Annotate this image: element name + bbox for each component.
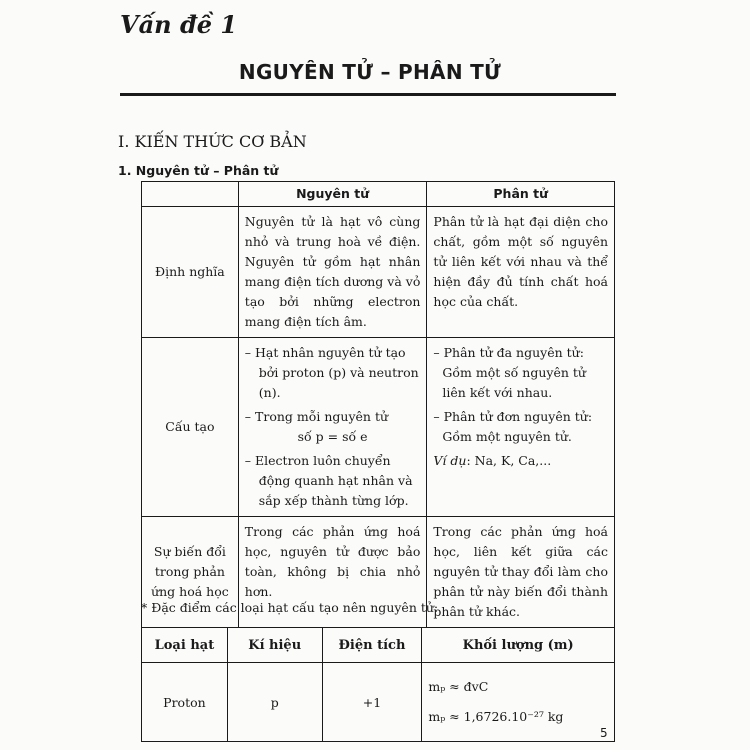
mass-line: mₚ ≈ đvC [428, 679, 489, 694]
table-row [142, 663, 615, 742]
header-mass: Khối lượng (m) [422, 628, 615, 663]
example-label: Ví dụ [433, 453, 467, 468]
header-particle: Loại hạt [142, 628, 228, 663]
header-atom: Nguyên tử [238, 182, 427, 207]
row-label-definition: Định nghĩa [142, 207, 239, 338]
header-molecule: Phân tử [427, 182, 615, 207]
molecule-example [433, 451, 608, 471]
molecule-reaction: Trong các phản ứng hoá học, liên kết giữa các nguyên tử thay đổi làm cho phân tử này biến đổi thành phân tử khác. [427, 517, 615, 628]
section-heading: I. KIẾN THỨC CƠ BẢN [118, 132, 307, 151]
header-charge: Điện tích [322, 628, 422, 663]
subsection-heading: 1. Nguyên tử – Phân tử [118, 163, 279, 178]
atom-structure [238, 338, 427, 517]
row-label-line: trong phản [154, 564, 225, 579]
table-header-row [142, 182, 615, 207]
molecule-structure-detail: Gồm một số nguyên tử liên kết với nhau. [442, 365, 586, 400]
row-label-line: ứng hoá học [151, 584, 229, 599]
particle-charge: +1 [322, 663, 422, 742]
header-symbol: Kí hiệu [227, 628, 322, 663]
atom-reaction: Trong các phản ứng hoá học, nguyên tử được bảo toàn, không bị chia nhỏ hơn. [238, 517, 427, 628]
particle-table [141, 627, 615, 742]
table-row [142, 207, 615, 338]
page-title: NGUYÊN TỬ – PHÂN TỬ [238, 60, 502, 84]
atom-structure-formula: số p = số e [297, 429, 368, 444]
particle-note: * Đặc điểm các loại hạt cấu tạo nên nguyên tử: [141, 600, 439, 615]
table-row [142, 338, 615, 517]
row-label-line: Sự biến đổi [153, 544, 226, 559]
particle-name: Proton [142, 663, 228, 742]
title-underline [120, 93, 616, 96]
atom-definition: Nguyên tử là hạt vô cùng nhỏ và trung hoà về điện. Nguyên tử gồm hạt nhân mang điện tích dương và vỏ tạo bởi những electron mang điện tích âm. [238, 207, 427, 338]
mass-line: mₚ ≈ 1,6726.10⁻²⁷ kg [428, 709, 564, 724]
atom-structure-item: – Trong mỗi nguyên tử [244, 409, 389, 424]
table-header-row [142, 628, 615, 663]
atom-molecule-table [141, 181, 615, 628]
molecule-structure [427, 338, 615, 517]
molecule-structure-item: – Phân tử đơn nguyên tử: [433, 409, 593, 424]
row-label-structure: Cấu tạo [142, 338, 239, 517]
particle-symbol: p [227, 663, 322, 742]
molecule-structure-item: – Phân tử đa nguyên tử: [433, 345, 584, 360]
atom-structure-item: – Hạt nhân nguyên tử tạo bởi proton (p) và neutron (n). [244, 345, 419, 400]
molecule-structure-detail: Gồm một nguyên tử. [442, 429, 572, 444]
header-empty [142, 182, 239, 207]
particle-mass [422, 663, 615, 742]
page-number: 5 [600, 726, 608, 740]
molecule-definition: Phân tử là hạt đại diện cho chất, gồm một số nguyên tử liên kết với nhau và thể hiện đầy đủ tính chất hoá học của chất. [427, 207, 615, 338]
atom-structure-item: – Electron luôn chuyển động quanh hạt nhân và sắp xếp thành từng lớp. [244, 453, 413, 508]
example-text: : Na, K, Ca,... [466, 453, 552, 468]
chapter-heading: Vấn đề 1 [120, 10, 238, 39]
